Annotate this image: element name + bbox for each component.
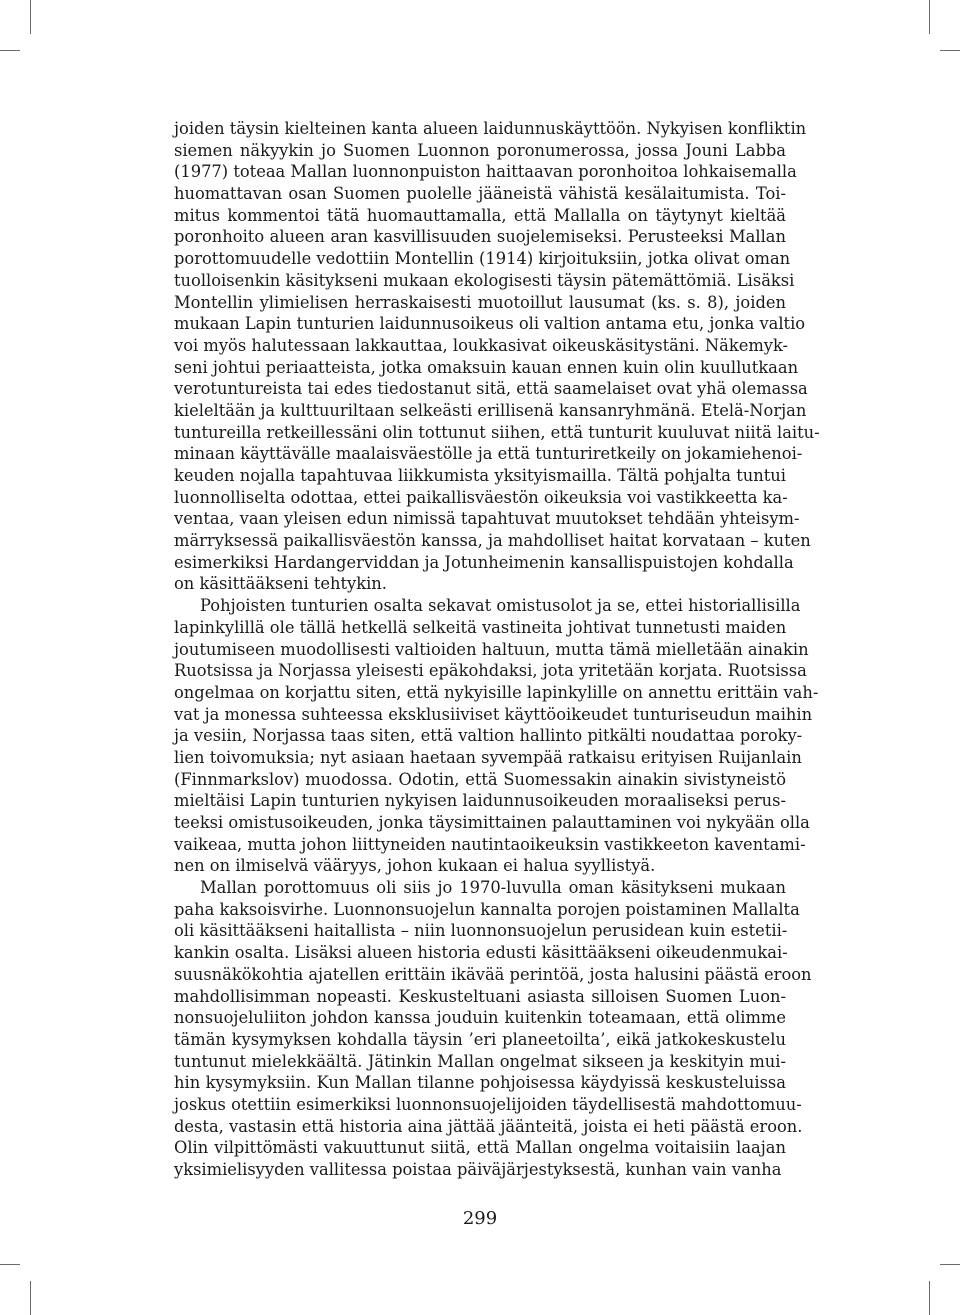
text-line: joutumiseen muodollisesti valtioiden haltuun, mutta tämä mielletään ainakin (174, 639, 809, 659)
text-line: tuntureilla retkeillessäni olin tottunut siihen, että tunturit kuuluvat niitä laitu- (174, 422, 820, 442)
text-line: vat ja monessa suhteessa eksklusiiviset käyttöoikeudet tunturiseudun maihin (174, 704, 813, 724)
text-line: mitus kommentoi tätä huomauttamalla, että Mallalla on täytynyt kieltää (174, 205, 786, 225)
page-number: 299 (462, 1208, 498, 1229)
text-line: voi myös halutessaan lakkauttaa, loukkasivat oikeuskäsitystäni. Näkemyk- (174, 335, 789, 355)
text-line: tuntunut mielekkäältä. Jätinkin Mallan ongelmat sikseen ja keskityin mui- (174, 1051, 786, 1071)
text-line: oli käsittääkseni haitallista – niin luonnonsuojelun perusidean kuin estetii- (174, 921, 788, 941)
text-line: poronhoito alueen aran kasvillisuuden suojelemiseksi. Perusteeksi Mallan (174, 227, 786, 247)
text-line: vaikeaa, mutta johon liittyneiden nautintaoikeuksin vastikkeeton kaventami- (174, 834, 806, 854)
crop-mark-bottom-left (30, 1281, 31, 1315)
text-line: Ruotsissa ja Norjassa yleisesti epäkohdaksi, jota yritetään korjata. Ruotsissa (174, 661, 807, 681)
text-line: mukaan Lapin tunturien laidunnusoikeus oli valtion antama etu, jonka valtio (174, 314, 806, 334)
text-line: tuolloisenkin käsitykseni mukaan ekologisesti täysin pätemättömiä. Lisäksi (174, 270, 795, 290)
crop-mark-top-left (30, 0, 31, 34)
text-line: verotuntureista tai edes tiedostanut sitä, että saamelaiset ovat yhä olemassa (174, 379, 808, 399)
crop-mark-top-right (929, 0, 930, 34)
text-line: lien toivomuksia; nyt asiaan haetaan syvempää ratkaisu erityisen Ruijanlain (174, 747, 802, 767)
text-line: kankin osalta. Lisäksi alueen historia edusti käsittääkseni oikeudenmukai- (174, 943, 788, 963)
text-line: märryksessä paikallisväestön kanssa, ja mahdolliset haitat korvataan – kuten (174, 531, 811, 551)
text-line: huomattavan osan Suomen puolelle jääneistä vähistä kesälaitumista. Toi- (174, 184, 786, 204)
text-line: minaan käyttävälle maalaisväestölle ja että tunturiretkeily on jokamiehenoi- (174, 444, 803, 464)
text-line: mieltäisi Lapin tunturien nykyisen laidunnusoikeuden moraaliseksi perus- (174, 791, 786, 811)
text-line: ja vesiin, Norjassa taas siten, että valtion hallinto pitkälti noudattaa poroky- (174, 726, 803, 746)
crop-mark-bottom-right (929, 1281, 930, 1315)
text-line: joiden täysin kielteinen kanta alueen laidunnuskäyttöön. Nykyisen konfliktin (174, 119, 807, 138)
text-line: suusnäkökohtia ajatellen erittäin ikävää perintöä, josta halusini päästä eroon (174, 964, 812, 984)
text-line: paha kaksoisvirhe. Luonnonsuojelun kannalta porojen poistaminen Mallalta (174, 899, 800, 919)
text-line: ventaa, vaan yleisen edun nimissä tapahtuvat muutokset tehdään yhteisym- (174, 509, 800, 529)
text-line: hin kysymyksiin. Kun Mallan tilanne pohjoisessa käydyissä keskusteluissa (174, 1073, 786, 1093)
paragraph (174, 118, 820, 595)
text-line: esimerkiksi Hardangerviddan ja Jotunheimenin kansallispuistojen kohdalla (174, 552, 794, 572)
text-line: keuden nojalla tapahtuvaa liikkumista yksityismailla. Tältä pohjalta tuntui (174, 466, 786, 485)
body-text (174, 118, 820, 1181)
text-line: ongelmaa on korjattu siten, että nykyisille lapinkylille on annettu erittäin vah- (174, 682, 819, 702)
text-line: mahdollisimman nopeasti. Keskusteltuani asiasta silloisen Suomen Luon- (174, 986, 786, 1006)
text-line: luonnolliselta odottaa, ettei paikallisväestön oikeuksia voi vastikkeetta ka- (174, 487, 788, 507)
paragraph (174, 877, 812, 1181)
text-line: yksimielisyyden vallitessa poistaa päiväjärjestyksestä, kunhan vain vanha (174, 1160, 782, 1179)
text-line: nen on ilmiselvä vääryys, johon kukaan ei halua syyllistyä. (174, 856, 656, 876)
text-line: tämän kysymyksen kohdalla täysin ’eri planeetoilta’, eikä jatkokeskustelu (174, 1029, 786, 1049)
text-line: kieleltään ja kulttuuriltaan selkeästi erillisenä kansanryhmänä. Etelä-Norjan (174, 400, 807, 420)
text-line: Montellin ylimielisen herraskaisesti muotoillut lausumat (ks. s. 8), joiden (174, 292, 786, 312)
text-line: desta, vastasin että historia aina jättää jäänteitä, joista ei heti päästä eroon. (174, 1116, 803, 1136)
text-line: on käsittääkseni tehtykin. (174, 574, 387, 594)
text-line: lapinkylillä ole tällä hetkellä selkeitä vastineita johtivat tunnetusti maiden (174, 617, 787, 637)
text-line: teeksi omistusoikeuden, jonka täysimittainen palauttaminen voi nykyään olla (174, 813, 810, 832)
text-line: porottomuudelle vedottiin Montellin (1914) kirjoituksiin, jotka olivat oman (174, 249, 791, 269)
text-line: nonsuojeluliiton johdon kanssa jouduin kuitenkin toteamaan, että olimme (174, 1008, 786, 1028)
crop-mark-left-bottom (0, 1264, 20, 1265)
text-line: (1977) toteaa Mallan luonnonpuiston haittaavan poronhoitoa lohkaisemalla (174, 162, 797, 182)
text-line: joskus otettiin esimerkiksi luonnonsuojelijoiden täydellisestä mahdottomuu- (174, 1094, 802, 1114)
crop-mark-right-top (940, 50, 960, 51)
text-line: (Finnmarkslov) muodossa. Odotin, että Suomessakin ainakin sivistyneistö (174, 769, 786, 789)
text-line: siemen näkyykin jo Suomen Luonnon poronumerossa, jossa Jouni Labba (174, 140, 786, 160)
text-line: Olin vilpittömästi vakuuttunut siitä, että Mallan ongelma voitaisiin laajan (174, 1138, 786, 1158)
crop-mark-right-bottom (940, 1264, 960, 1265)
text-line: seni johtui periaatteista, jotka omaksuin kauan ennen kuin olin kuullutkaan (174, 357, 799, 377)
text-line: Pohjoisten tunturien osalta sekavat omistusolot ja se, ettei historiallisilla (200, 596, 801, 616)
crop-mark-left-top (0, 50, 20, 51)
paragraph (174, 595, 819, 877)
text-line: Mallan porottomuus oli siis jo 1970-luvulla oman käsitykseni mukaan (200, 878, 786, 898)
